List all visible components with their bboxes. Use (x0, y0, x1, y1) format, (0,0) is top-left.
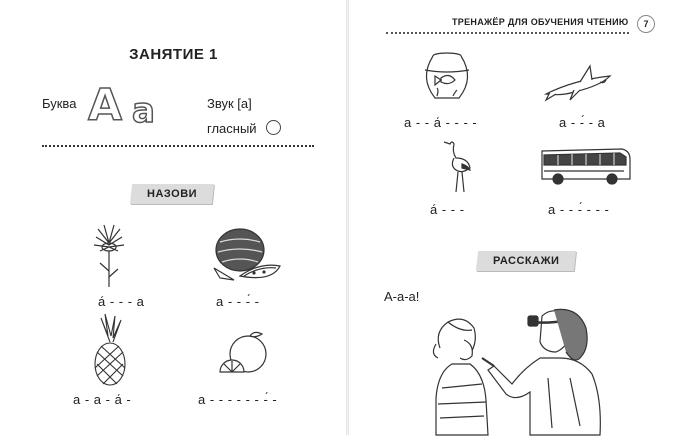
caption-pineapple: а - а - а́ - (73, 392, 132, 407)
dotted-divider (42, 145, 314, 147)
page-number: 7 (637, 15, 655, 33)
caption-stork: а́ - - - (430, 202, 465, 217)
letter-uppercase: А (88, 80, 123, 131)
sound-label: Звук [а] (207, 96, 252, 111)
aquarium-icon (421, 52, 473, 107)
section-tag-name: НАЗОВИ (130, 184, 214, 204)
caption-shark: а - -́ - а (559, 115, 606, 130)
caption-aquarium: а - - а́ - - - - (404, 115, 478, 130)
watermelon-icon (212, 226, 282, 287)
stork-icon (440, 138, 474, 199)
pineapple-icon (91, 314, 129, 391)
letter-lowercase: а (132, 91, 155, 131)
caption-cornflower: а́ - - - а (98, 294, 145, 309)
vowel-circle-icon (266, 120, 281, 135)
caption-orange: а - - - - - - -́ - (198, 392, 278, 407)
book-header: ТРЕНАЖЁР ДЛЯ ОБУЧЕНИЯ ЧТЕНИЮ (452, 17, 629, 27)
orange-icon (218, 332, 270, 387)
shark-icon (544, 62, 616, 107)
vowel-label: гласный (207, 121, 257, 136)
left-page (0, 0, 347, 435)
cornflower-icon (88, 223, 130, 294)
header-dotted-line (386, 32, 629, 34)
section-tag-tell: РАССКАЖИ (476, 251, 577, 271)
letter-label: Буква (42, 96, 77, 111)
caption-bus: а - - -́ - - - (548, 202, 610, 217)
lesson-title: ЗАНЯТИЕ 1 (129, 46, 218, 63)
caption-watermelon: а - - -́ - (216, 294, 260, 309)
bus-icon (540, 145, 632, 192)
doctor-examining-girl-icon (430, 308, 610, 440)
exclamation-text: А-а-а! (384, 289, 420, 304)
